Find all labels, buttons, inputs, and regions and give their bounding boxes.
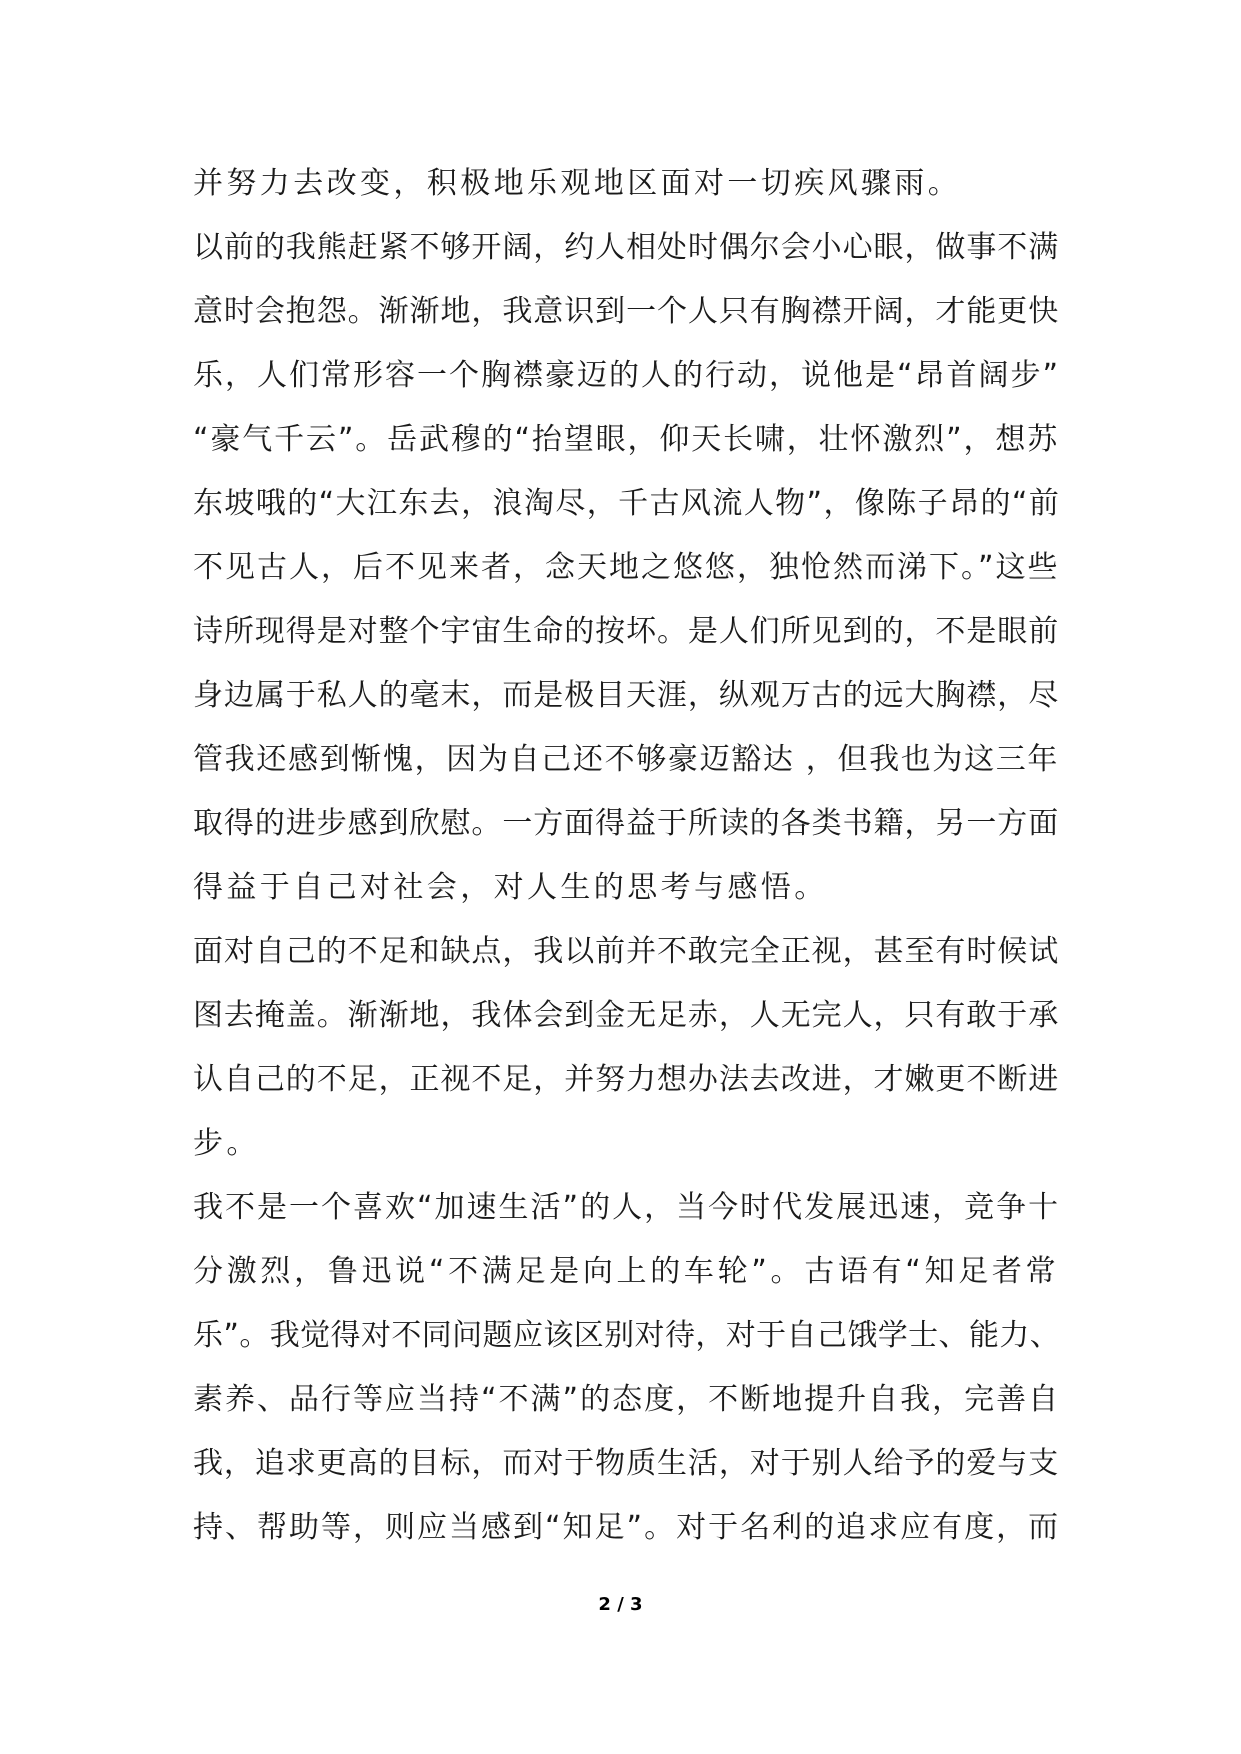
- text-line: 不见古人，后不见来者，念天地之悠悠，独怆然而涕下。”这些: [193, 550, 1060, 585]
- text-line: 取得的进步感到欣慰。一方面得益于所读的各类书籍，另一方面: [193, 806, 1059, 841]
- text-line: 乐”。我觉得对不同问题应该区别对待，对于自己饿学士、能力、: [193, 1318, 1061, 1353]
- text-line: 以前的我熊赶紧不够开阔，约人相处时偶尔会小心眼，做事不满: [193, 230, 1059, 265]
- text-line: “豪气千云”。岳武穆的“抬望眼，仰天长啸，壮怀激烈”，想苏: [193, 422, 1059, 457]
- text-line: 意时会抱怨。渐渐地，我意识到一个人只有胸襟开阔，才能更快: [193, 294, 1059, 329]
- text-line: 持、帮助等，则应当感到“知足”。对于名利的追求应有度，而: [193, 1510, 1061, 1545]
- text-line: 管我还感到惭愧，因为自己还不够豪迈豁达 ，但我也为这三年: [193, 742, 1059, 777]
- text-line: 并努力去改变，积极地乐观地区面对一切疾风骤雨。: [193, 166, 962, 201]
- text-line: 图去掩盖。渐渐地，我体会到金无足赤，人无完人，只有敢于承: [193, 998, 1059, 1033]
- page-number: 2 / 3: [598, 1594, 643, 1615]
- text-line: 身边属于私人的毫末，而是极目天涯，纵观万古的远大胸襟，尽: [193, 678, 1059, 713]
- text-line: 面对自己的不足和缺点，我以前并不敢完全正视，甚至有时候试: [193, 934, 1059, 969]
- text-line: 我不是一个喜欢“加速生活”的人，当今时代发展迅速，竞争十: [193, 1190, 1061, 1225]
- text-line: 乐，人们常形容一个胸襟豪迈的人的行动，说他是“昂首阔步”: [193, 358, 1061, 393]
- text-line: 步。: [193, 1126, 260, 1161]
- body-text: [193, 152, 1059, 1560]
- text-line: 素养、品行等应当持“不满”的态度，不断地提升自我，完善自: [193, 1382, 1061, 1417]
- text-line: 认自己的不足，正视不足，并努力想办法去改进，才嫩更不断进: [193, 1062, 1059, 1097]
- text-line: 得益于自己对社会，对人生的思考与感悟。: [193, 870, 828, 905]
- text-line: 诗所现得是对整个宇宙生命的按坏。是人们所见到的，不是眼前: [193, 614, 1059, 649]
- text-line: 我，追求更高的目标，而对于物质生活，对于别人给予的爱与支: [193, 1446, 1059, 1481]
- text-line: 分激烈，鲁迅说“不满足是向上的车轮”。古语有“知足者常: [193, 1254, 1059, 1289]
- text-line: 东坡哦的“大江东去，浪淘尽，千古风流人物”，像陈子昂的“前: [193, 486, 1061, 521]
